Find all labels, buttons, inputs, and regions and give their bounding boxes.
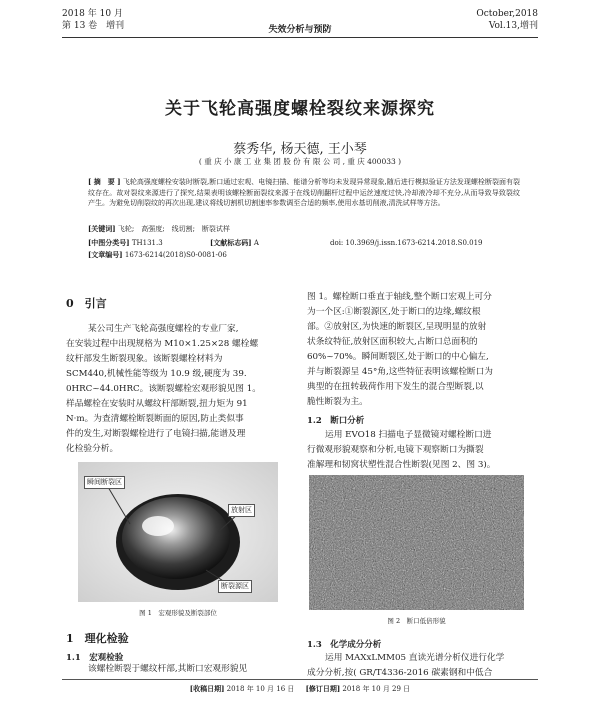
article-no-label: [文章编号]: [88, 250, 123, 259]
section-heading-intro: 0 引言: [66, 297, 107, 310]
right-line-2: 部。②放射区,为快速的断裂区,呈现明显的放射: [307, 322, 487, 332]
received-date: 2018 年 10 月 16 日: [226, 685, 295, 693]
intro-line-4: 0HRC~44.0HRC。该断裂螺栓宏观形貌见图 1。: [66, 384, 261, 394]
header-date: 2018 年 10 月: [62, 9, 123, 19]
doi-label: doi:: [330, 239, 344, 247]
intro-line-7: 件的发生,对断裂螺栓进行了电镜扫描,能谱及理: [66, 429, 246, 439]
keywords-text: 飞轮; 高强度; 线切割; 断裂试样: [117, 225, 230, 233]
label-instant-fracture-zone: 瞬间断裂区: [84, 476, 125, 489]
intro-line-3: SCM440,机械性能等级为 10.9 级,硬度为 39.: [66, 369, 247, 379]
authors: 蔡秀华, 杨天德, 王小琴: [233, 142, 367, 157]
doc-code-value: A: [253, 239, 259, 247]
section-heading-1: 1 理化检验: [66, 632, 129, 645]
clc-value: TH131.3: [131, 239, 163, 247]
header-rule: [62, 37, 538, 38]
intro-line-5: 样品螺栓在安装时从螺纹杆部断裂,扭力矩为 91: [66, 399, 248, 409]
figure-1-caption: 图 1 宏观形貌及断裂部位: [139, 609, 217, 617]
right-line-4: 60%~70%。瞬间断裂区,处于断口的中心偏左,: [307, 352, 489, 362]
right-line-5: 并与断裂源呈 45°角,这些特征表明该螺栓断口为: [307, 367, 493, 377]
sec13-line-0: 运用 MAXxLMM05 直读光谱分析仪进行化学: [325, 653, 505, 663]
received-label: [收稿日期]: [189, 684, 225, 693]
fracture-surface-texture: [309, 475, 524, 610]
header-date-en: October,2018: [476, 9, 538, 19]
intro-line-6: N·m。为查清螺栓断裂断面的原因,防止类似事: [66, 414, 244, 424]
abstract: [88, 177, 520, 209]
doc-code-label: [文献标志码]: [210, 238, 252, 247]
section-heading-1-1: 1.1 宏观检验: [66, 653, 124, 663]
intro-line-0: 某公司生产飞轮高强度螺栓的专业厂家,: [88, 324, 239, 334]
right-line-6: 典型的在扭转载荷作用下发生的混合型断裂,以: [307, 382, 484, 392]
section-heading-1-3: 1.3 化学成分分析: [307, 640, 382, 650]
intro-line-1: 在安装过程中出现规格为 M10×1.25×28 螺栓螺: [66, 339, 259, 349]
keywords: [88, 224, 230, 234]
sec11-line-0: 该螺栓断裂于螺纹杆部,其断口宏观形貌见: [88, 664, 248, 674]
revised-label: [修订日期]: [305, 684, 341, 693]
abstract-text: 飞轮高强度螺栓安装时断裂,断口通过宏观、电镜扫描、能谱分析等均未发现异常现象,随后进行模拟验证方法发现螺栓断裂面有裂纹存在。故对裂纹来源进行了探究,结果表明该螺栓断面裂纹来源于在线切削翻杆过程中运丝速度过快,冷却液冷却不充分,从而导致导致裂纹产生。为避免切削裂纹的再次出现,建议将线切割机切割速率参数调至合适的频率,使用水基切削液,清洗试样等方法。: [88, 178, 520, 207]
sec12-line-1: 行微观形貌观察和分析,电镜下观察断口为撕裂: [307, 445, 484, 455]
right-line-1: 为一个区:①断裂源区,处于断口的边缘,螺纹根: [307, 307, 481, 317]
figure-2-sem-image: [309, 475, 524, 610]
running-header-right: [476, 8, 538, 32]
header-volume-en: Vol.13,增刊: [488, 21, 538, 31]
section-heading-1-2: 1.2 断口分析: [307, 416, 365, 426]
header-volume: 第 13 卷 增刊: [62, 21, 125, 31]
clc-label: [中图分类号]: [88, 238, 130, 247]
article-number: [88, 250, 227, 260]
paper-title: 关于飞轮高强度螺栓裂纹来源探究: [165, 99, 435, 119]
article-no-value: 1673-6214(2018)S0-0081-06: [124, 251, 227, 259]
revised-date: 2018 年 10 月 29 日: [342, 685, 411, 693]
figure-2-caption: 图 2 断口低倍形貌: [387, 617, 446, 625]
affiliation: ( 重 庆 小 康 工 业 集 团 股 份 有 限 公 司 , 重 庆 400033 ): [198, 157, 402, 166]
footer-dates: [0, 684, 600, 694]
label-fracture-origin-zone: 断裂源区: [218, 580, 252, 593]
abstract-label: [ 摘 要 ]: [88, 177, 121, 186]
clc-number: [88, 238, 163, 248]
sec13-line-1: 成分分析,按( GR/T4336-2016 碳素钢和中低合: [307, 668, 493, 678]
intro-line-8: 化检验分析。: [66, 444, 119, 454]
doi: [330, 238, 482, 248]
right-line-3: 状条纹特征,放射区面积较大,占断口总面积的: [307, 337, 478, 347]
journal-name: 失效分析与预防: [268, 25, 332, 35]
keywords-label: [关键词]: [88, 224, 116, 233]
label-radial-zone: 放射区: [228, 504, 255, 517]
figure-1-photo: [78, 462, 278, 602]
intro-line-2: 纹杆部发生断裂现象。该断裂螺栓材料为: [66, 354, 223, 364]
doi-value: 10.3969/j.issn.1673-6214.2018.S0.019: [345, 239, 483, 247]
document-code: [210, 238, 259, 248]
right-line-7: 脆性断裂为主。: [307, 397, 368, 407]
right-line-0: 图 1。螺栓断口垂直于轴线,整个断口宏观上可分: [307, 292, 492, 302]
footer-rule: [62, 679, 538, 680]
sec12-line-2: 准解理和韧窝状塑性混合性断裂(见图 2、图 3)。: [307, 460, 496, 470]
sec12-line-0: 运用 EVO18 扫描电子显微镜对螺栓断口进: [325, 430, 492, 440]
